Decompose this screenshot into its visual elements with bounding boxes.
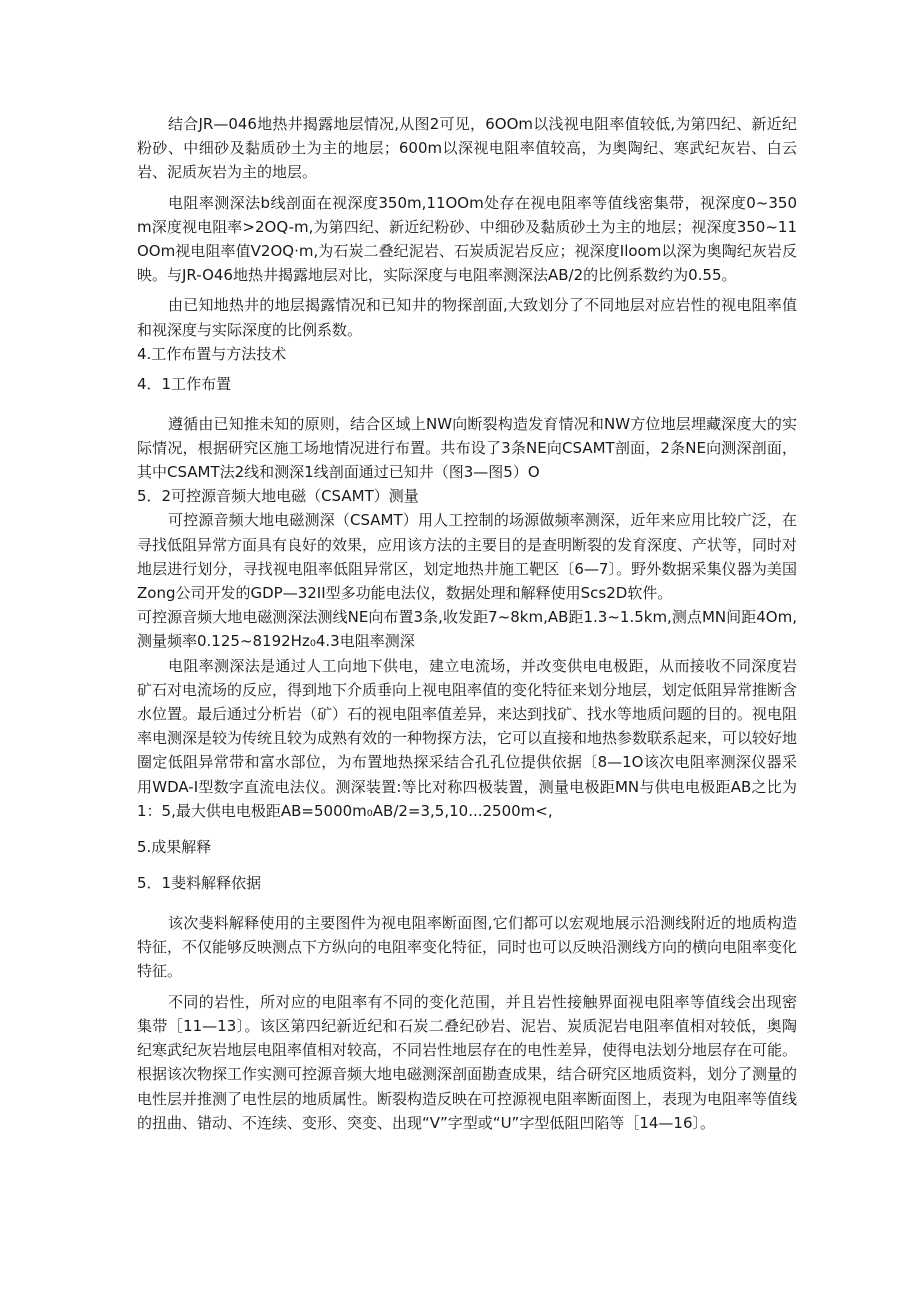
document-page xyxy=(137,112,797,1135)
paragraph-ratio-summary: 由已知地热井的地层揭露情况和已知井的物探剖面,大致划分了不同地层对应岩性的视电阻率值和视深度与实际深度的比例系数。 xyxy=(137,296,797,339)
section-heading-4: 4.工作布置与方法技术 xyxy=(137,344,287,363)
paragraph-jr046-strata: 结合JR—046地热井揭露地层情况,从图2可见，6OOm以浅视电阻率值较低,为第四纪、新近纪粉砂、中细砂及黏质砂土为主的地层；600m以深视电阻率值较高，为奥陶纪、寒武纪灰岩、白云岩、泥质灰岩为主的地层。 xyxy=(137,115,797,182)
section-heading-5: 5.成果解释 xyxy=(137,838,212,857)
section-heading-5-2: 5．2可控源音频大地电磁（CSAMT）测量 xyxy=(137,487,419,506)
paragraph-resistivity-b-line: 电阻率测深法b线剖面在视深度350m,11OOm处存在视电阻率等值线密集带，视深度0~350m深度视电阻率>2OQ-m,为第四纪、新近纪粉砂、中细砂及黏质砂土为主的地层；视深度350~11OOm视电阻率值V2OQ·m,为石炭二叠纪泥岩、石炭质泥岩反应；视深度Ilοom以深为奥陶纪灰岩反映。与JR-O46地热井揭露地层对比，实际深度与电阻率测深法AB/2的比例系数约为0.55。 xyxy=(137,193,797,285)
section-heading-5-1: 5．1斐料解释依据 xyxy=(137,874,262,893)
paragraph-csamt-method: 可控源音频大地电磁测深（CSAMT）用人工控制的场源做频率测深，近年来应用比较广泛，在寻找低阻异常方面具有良好的效果，应用该方法的主要目的是查明断裂的发育深度、产状等，同时对地层进行划分，寻找视电阻率低阻异常区，划定地热井施工靶区〔6—7〕。野外数据采集仪器为美国Zong公司开发的GDP—32II型多功能电法仪，数据处理和解释使用Scs2D软件。 xyxy=(137,511,798,603)
paragraph-lithology-resistivity: 不同的岩性，所对应的电阻率有不同的变化范围，并且岩性接触界面视电阻率等值线会出现密集带［11—13〕。该区第四纪新近纪和石炭二叠纪砂岩、泥岩、炭质泥岩电阻率值相对较低，奥陶纪寒武纪灰岩地层电阻率值相对较高，不同岩性地层存在的电性差异，使得电法划分地层存在可能。根据该次物探工作实测可控源音频大地电磁测深剖面勘查成果，结合研究区地质资料，划分了测量的电性层并推测了电性层的地质属性。断裂构造反映在可控源视电阻率断面图上，表现为电阻率等值线的扭曲、错动、不连续、变形、突变、出现“V”字型或“U”字型低阻凹陷等［14—16〕。 xyxy=(137,992,798,1132)
paragraph-resistivity-sounding: 电阻率测深法是通过人工向地下供电，建立电流场，并改变供电电极距，从而接收不同深度岩矿石对电流场的反应，得到地下介质垂向上视电阻率值的变化特征来划分地层，划定低阻异常推断含水位置。最后通过分析岩（矿）石的视电阻率值差异，来达到找矿、找水等地质问题的目的。视电阻率电测深是较为传统且较为成熟有效的一种物探方法，它可以直接和地热参数联系起来，可以较好地圈定低阻异常带和富水部位，为布置地热探采结合孔孔位提供依据〔8—1O该次电阻率测深仪器采用WDA-I型数字直流电法仪。测深装置:等比对称四极装置，测量电极距MN与供电电极距AB之比为1：5,最大供电电极距AB=5000m₀AB/2=3,5,10...2500m<, xyxy=(137,656,798,820)
paragraph-interpretation-basis: 该次斐料解释使用的主要图件为视电阻率断面图,它们都可以宏观地展示沿测线附近的地质构造特征，不仅能够反映测点下方纵向的电阻率变化特征，同时也可以反映沿测线方向的横向电阻率变化特征。 xyxy=(137,914,798,981)
section-heading-4-1: 4．1工作布置 xyxy=(137,374,232,393)
paragraph-csamt-lines: 可控源音频大地电磁测深法测线NE向布置3条,收发距7~8km,AB距1.3~1.5km,测点MN间距4Om,测量频率0.125~8192Hz₀4.3电阻率测深 xyxy=(137,608,797,651)
paragraph-work-layout: 遵循由已知推未知的原则，结合区域上NW向断裂构造发育情况和NW方位地层埋藏深度大的实际情况，根据研究区施工场地情况进行布置。共布设了3条NE向CSAMT剖面，2条NE向测深剖面，其中CSAMT法2线和测深1线剖面通过已知井（图3—图5）O xyxy=(137,414,797,482)
